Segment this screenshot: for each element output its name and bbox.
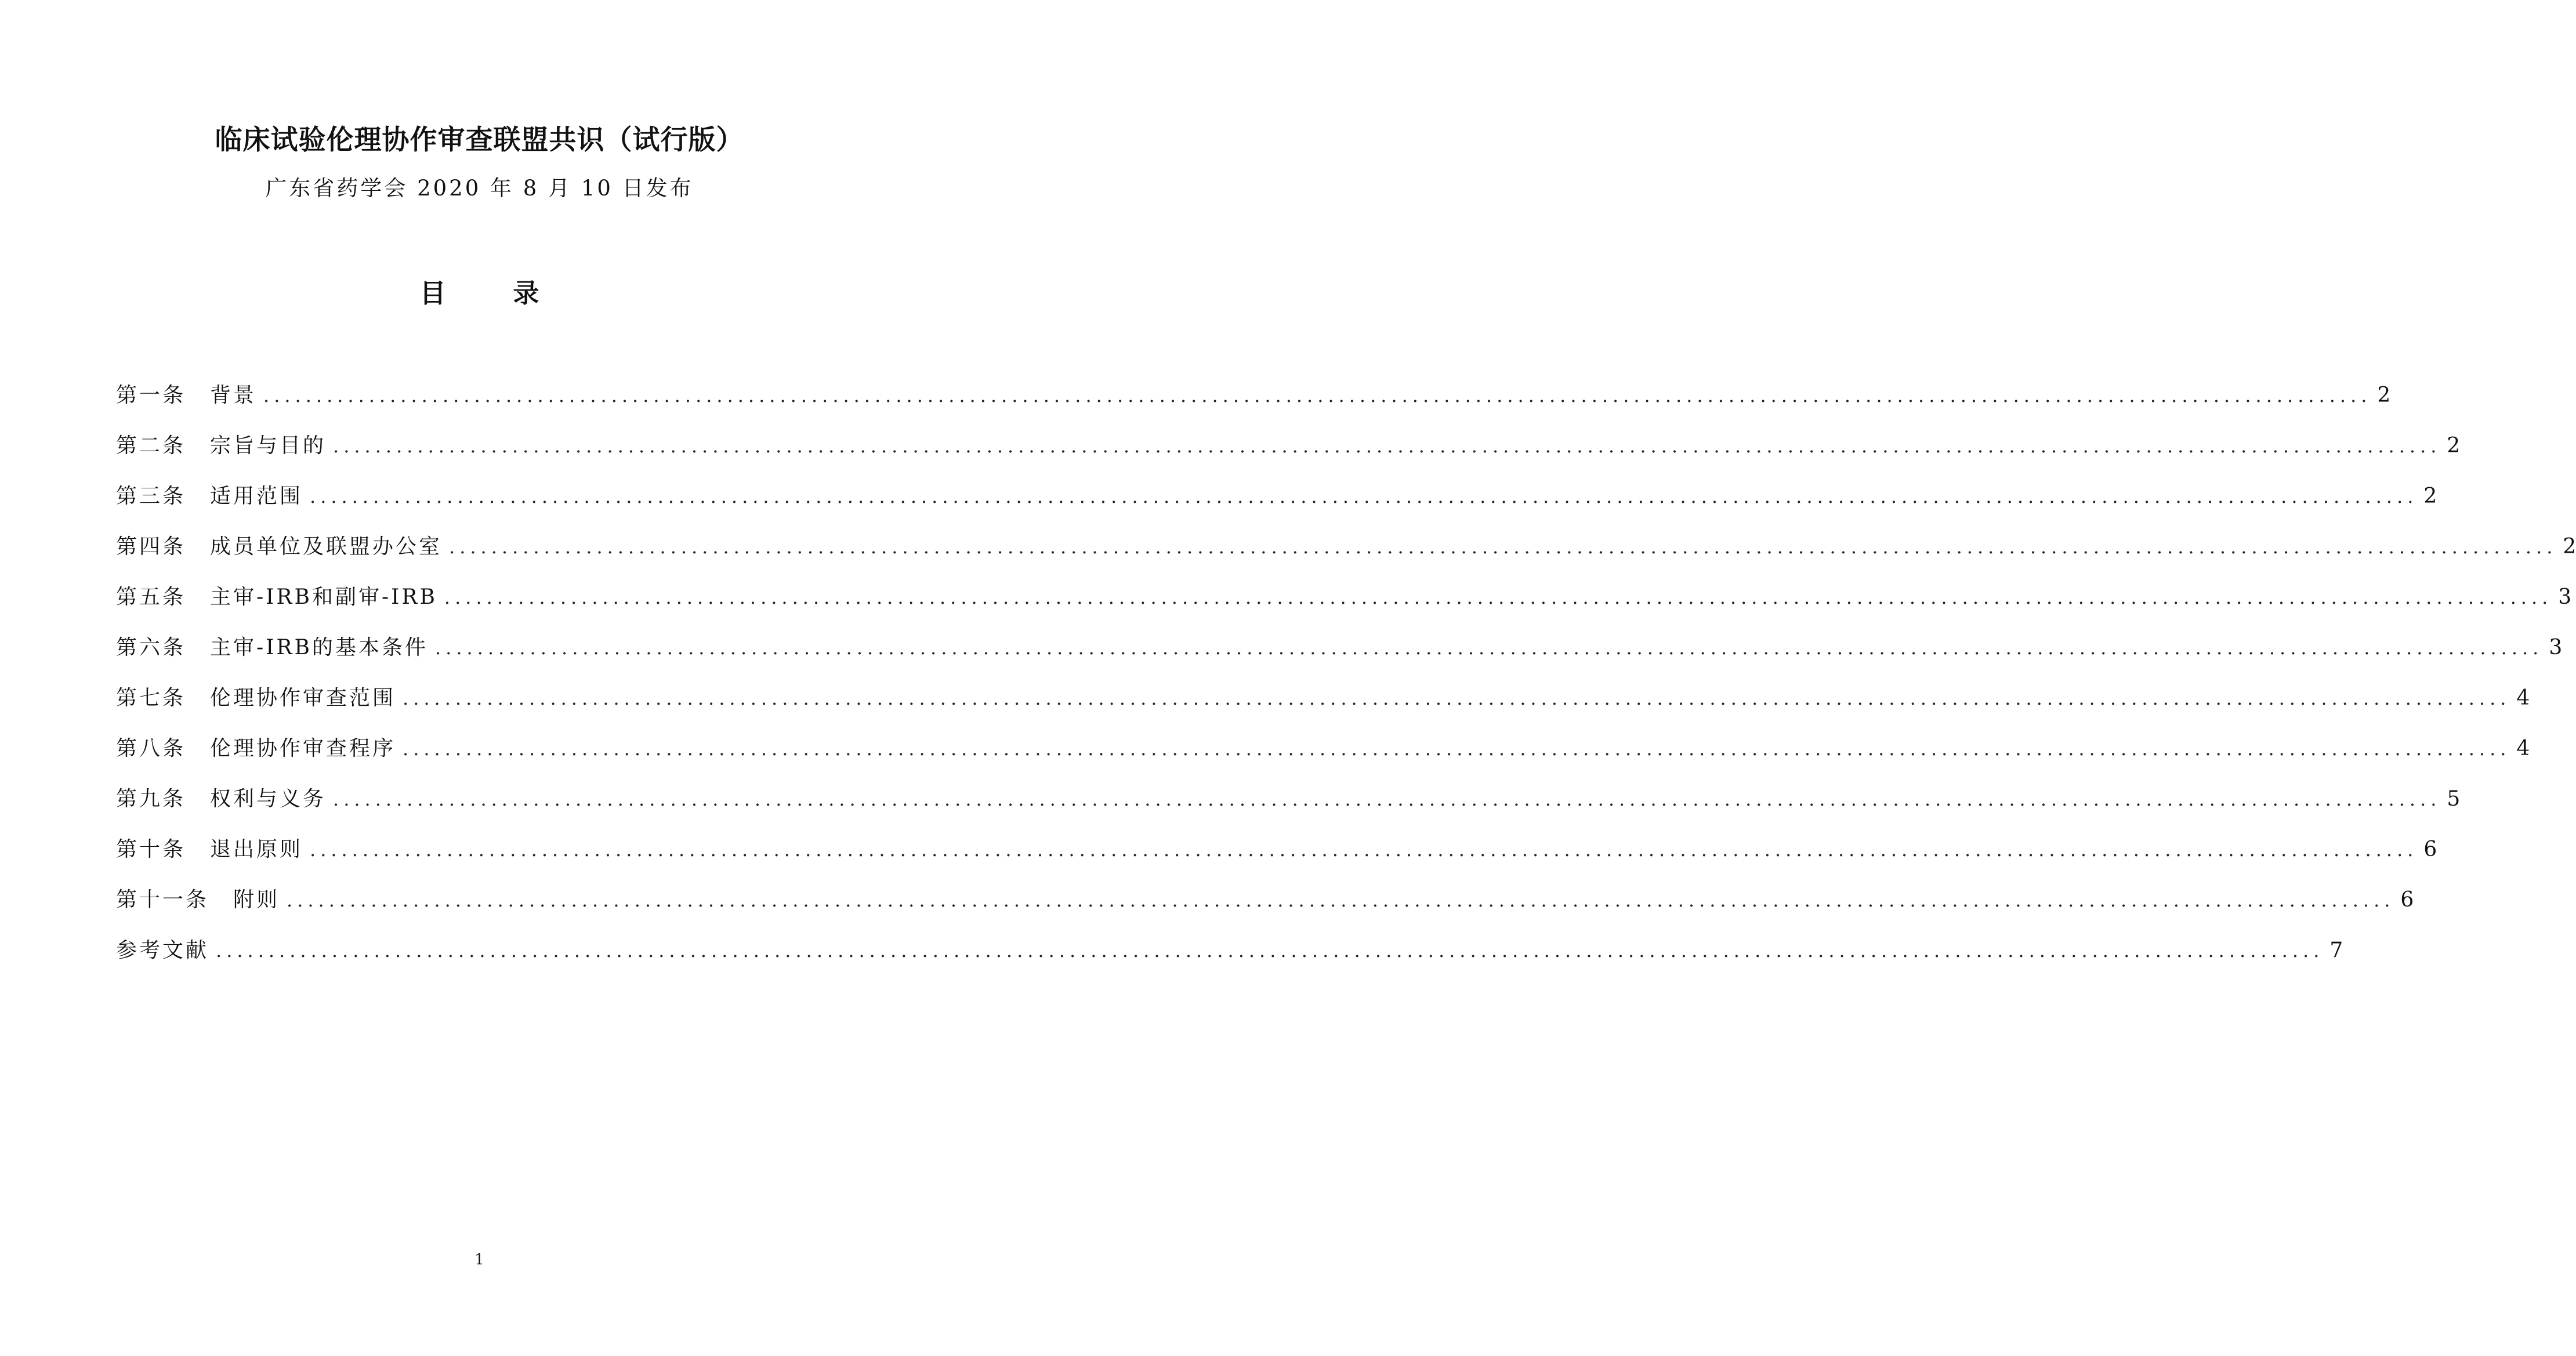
toc-dot-leader: ........................................................................................................................................................................................................ <box>403 738 2511 760</box>
toc-article-title: 附则 <box>233 888 280 912</box>
toc-entry[interactable] <box>116 832 2437 883</box>
toc-article-title: 适用范围 <box>210 484 303 508</box>
toc-page-number: 4 <box>2516 686 2530 710</box>
toc-entry[interactable] <box>116 580 2572 630</box>
toc-entry[interactable] <box>116 883 2414 933</box>
toc-entry-text <box>116 580 437 615</box>
toc-article-title: 宗旨与目的 <box>210 434 327 458</box>
document-title: 临床试验伦理协作审查联盟共识（试行版） <box>215 124 744 156</box>
toc-dot-leader: ........................................................................................................................................................................................................ <box>310 485 2418 507</box>
toc-entry[interactable] <box>116 479 2437 530</box>
toc-article-title: 主审-IRB和副审-IRB <box>210 585 437 609</box>
toc-entry-text <box>116 731 396 766</box>
toc-entry[interactable] <box>116 731 2530 782</box>
toc-article-title: 背景 <box>210 383 257 407</box>
toc-entry[interactable] <box>116 378 2391 429</box>
toc-page-number: 3 <box>2549 636 2563 659</box>
toc-page-number: 6 <box>2423 837 2437 861</box>
toc-entry-text <box>116 933 209 968</box>
toc-dot-leader: ........................................................................................................................................................................................................ <box>216 940 2324 962</box>
toc-page-number: 2 <box>2563 535 2576 559</box>
toc-page-number: 6 <box>2400 888 2414 912</box>
toc-article-title: 主审-IRB的基本条件 <box>210 636 428 659</box>
toc-entry-text <box>116 630 428 665</box>
toc-page-number: 3 <box>2558 585 2572 609</box>
toc-page-number: 2 <box>2377 383 2391 407</box>
toc-heading: 目 录 <box>419 278 568 309</box>
toc-dot-leader: ........................................................................................................................................................................................................ <box>263 385 2372 407</box>
toc-entry[interactable] <box>116 933 2343 984</box>
toc-dot-leader: ........................................................................................................................................................................................................ <box>287 889 2395 911</box>
toc-page-number: 7 <box>2329 938 2343 962</box>
toc-page-number: 4 <box>2516 737 2530 760</box>
document-subtitle: 广东省药学会 2020 年 8 月 10 日发布 <box>265 176 694 201</box>
toc-article-title: 成员单位及联盟办公室 <box>210 535 443 559</box>
toc-page-number: 2 <box>2447 434 2461 458</box>
toc-entry-text <box>116 530 442 564</box>
toc-dot-leader: ........................................................................................................................................................................................................ <box>333 435 2441 457</box>
toc-entry-text <box>116 883 280 918</box>
toc-entry-text <box>116 378 256 413</box>
toc-entry[interactable] <box>116 630 2563 681</box>
page-number: 1 <box>474 1251 484 1268</box>
toc-article-number: 第九条 <box>116 787 186 811</box>
toc-article-number: 第八条 <box>116 737 186 760</box>
toc-dot-leader: ........................................................................................................................................................................................................ <box>333 788 2441 810</box>
toc-entry[interactable] <box>116 429 2461 479</box>
toc-article-title: 伦理协作审查程序 <box>210 737 396 760</box>
toc-article-title: 伦理协作审查范围 <box>210 686 396 710</box>
toc-article-number: 第十一条 <box>116 888 209 912</box>
toc-entry-text <box>116 832 303 867</box>
toc-page-number: 2 <box>2423 484 2437 508</box>
toc-article-number: 第一条 <box>116 383 186 407</box>
toc-article-number: 第七条 <box>116 686 186 710</box>
toc-article-number: 第五条 <box>116 585 186 609</box>
toc-entry-text <box>116 782 326 817</box>
toc-entry-text <box>116 681 396 716</box>
toc-entry[interactable] <box>116 681 2530 731</box>
toc-article-number: 第二条 <box>116 434 186 458</box>
toc-page-number: 5 <box>2447 787 2461 811</box>
toc-entry[interactable] <box>116 782 2461 832</box>
toc-dot-leader: ........................................................................................................................................................................................................ <box>403 687 2511 709</box>
toc-dot-leader: ........................................................................................................................................................................................................ <box>444 586 2553 608</box>
toc-article-title: 参考文献 <box>116 938 209 962</box>
table-of-contents <box>116 378 2576 984</box>
toc-article-number: 第四条 <box>116 535 186 559</box>
toc-article-number: 第六条 <box>116 636 186 659</box>
toc-article-number: 第三条 <box>116 484 186 508</box>
toc-entry[interactable] <box>116 530 2576 580</box>
toc-dot-leader: ........................................................................................................................................................................................................ <box>434 637 2544 659</box>
toc-article-title: 退出原则 <box>210 837 303 861</box>
toc-article-number: 第十条 <box>116 837 186 861</box>
toc-article-title: 权利与义务 <box>210 787 327 811</box>
toc-dot-leader: ........................................................................................................................................................................................................ <box>449 536 2557 558</box>
toc-entry-text <box>116 429 326 463</box>
toc-entry-text <box>116 479 303 514</box>
toc-dot-leader: ........................................................................................................................................................................................................ <box>310 839 2418 861</box>
